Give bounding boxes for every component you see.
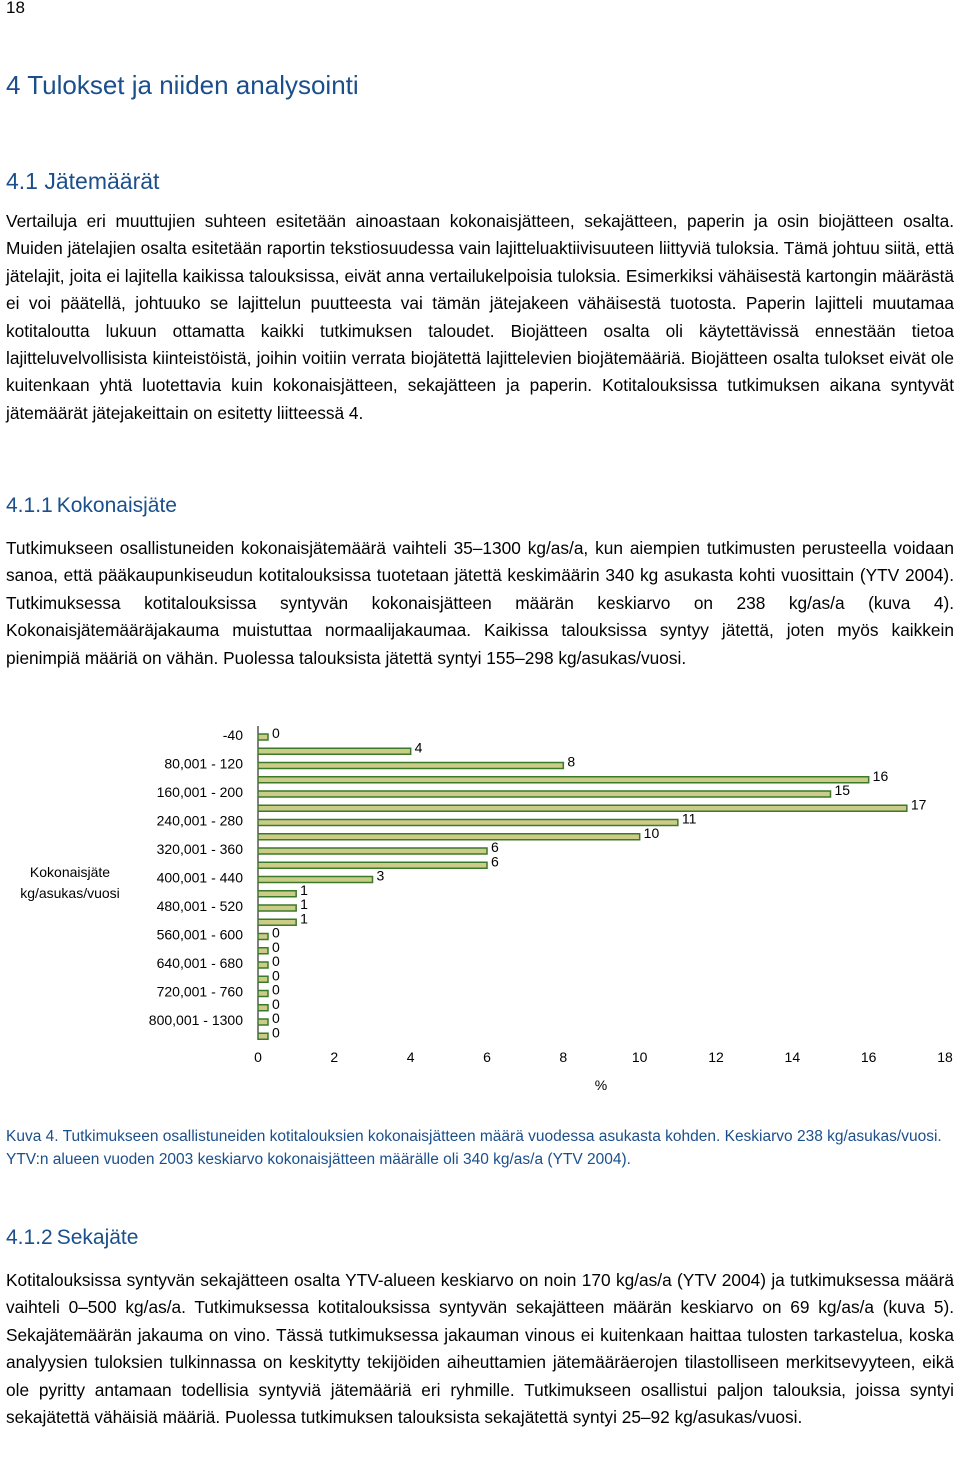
subsection-title: Sekajäte [56,1226,139,1249]
bar [258,905,296,911]
bar [258,962,268,968]
x-tick-label: 18 [937,1049,953,1065]
bar-value-label: 0 [272,1010,280,1026]
bar [258,948,268,954]
x-tick-label: 6 [483,1049,491,1065]
bar-value-label: 0 [272,938,280,955]
category-label: 80,001 - 120 [164,755,243,772]
bar-value-label: 1 [300,896,308,912]
bar-value-label: 17 [910,796,927,813]
sekajate-paragraph: Kotitalouksissa syntyvän sekajätteen osalta YTV-alueen keskiarvo on noin 170 kg/as/a (YTV 2004) ja tutkimuksessa määrä vaihteli 0–500 kg/as/a. Tutkimuksessa kotitalouksissa syntyvän sekajätteen määrän keskiarvo on 69 kg/as/a (kuva 5). Sekajätemäärän jakauma on vino. Tässä tutkimuksessa jakauman vinous ei kuitenkaan haittaa tulosten tarkastelua, koska analyysien tuloksien tulkinnassa on keskitytty tekijöiden aiheuttamien jätemääräerojen tilastolliseen merkitsevyyteen, eikä ole pyritty antamaan todellisia syntyviä jätemääriä eri ryhmille. Tutkimukseen osallistui paljon talouksia, joissa syntyi sekajätettä vähäisiä määriä. Puolessa tutkimuksen talouksista sekajätettä syntyi 25–92 kg/asukas/vuosi. [6,1270,954,1428]
subsection-number: 4.1.2 [6,1226,53,1249]
bar-value-label: 6 [491,839,499,855]
subsection-title: Kokonaisjäte [56,494,177,517]
bar [258,848,487,854]
category-label: 640,001 - 680 [156,955,243,971]
bar-value-label: 15 [834,782,851,798]
bar-value-label: 0 [272,1024,280,1041]
bar-value-label: 3 [376,867,385,884]
category-label: 400,001 - 440 [156,869,243,886]
x-tick-label: 10 [631,1049,648,1065]
bar [258,1019,268,1025]
bar [258,976,268,982]
bar [258,748,411,754]
bar [258,805,907,811]
category-label: 480,001 - 520 [156,898,243,914]
bar-value-label: 0 [272,967,280,984]
bar [258,862,487,868]
bar-value-label: 0 [272,995,280,1012]
bar [258,991,268,997]
bar-value-label: 8 [567,753,576,770]
bar [258,1033,268,1039]
x-tick-label: 14 [784,1049,801,1065]
x-tick-label: 2 [330,1049,339,1065]
category-label: -40 [222,727,243,743]
bar-value-label: 6 [491,853,499,870]
kokonaisjate-paragraph: Tutkimukseen osallistuneiden kokonaisjätemäärä vaihteli 35–1300 kg/as/a, kun aiempien tutkimusten perusteella voidaan sanoa, että pääkaupunkiseudun kotitalouksissa tuotetaan jätettä keskimäärin 340 kg asukasta kohti vuosittain (YTV 2004). Tutkimuksessa kotitalouksissa syntyvän kokonaisjätteen määrän keskiarvo on 238 kg/as/a (kuva 4). Kokonaisjätemääräjakauma muistuttaa normaalijakaumaa. Kaikissa talouksissa syntyy jätettä, joten myös kaikkein pienimpiä määriä on vähän. Puolessa talouksista jätettä syntyi 155–298 kg/asukas/vuosi. [6,538,954,668]
x-tick-label: 8 [559,1049,568,1065]
category-label: 160,001 - 200 [156,784,243,800]
bar [258,934,268,940]
bar-value-label: 0 [272,953,280,969]
category-label: 560,001 - 600 [156,926,243,943]
category-label: 720,001 - 760 [156,983,243,1000]
category-label: 800,001 - 1300 [148,1012,243,1028]
bar [258,777,869,783]
subsection-heading-sekajate [6,1226,138,1250]
waste-distribution-chart [0,720,960,1118]
bar-value-label: 16 [872,767,889,784]
subsection-number: 4.1.1 [6,494,53,517]
page-number: 18 [6,0,25,17]
category-label: 320,001 - 360 [156,841,243,857]
x-tick-label: 0 [254,1049,262,1065]
x-tick-label: 4 [406,1049,415,1065]
y-axis-title: Kokonaisjäte [29,864,111,880]
bar [258,1005,268,1011]
category-label: 240,001 - 280 [156,812,243,829]
x-axis-title: % [594,1077,608,1093]
subsection-heading-kokonaisjate [6,494,177,518]
bar-value-label: 0 [272,924,280,941]
x-tick-label: 12 [708,1049,724,1065]
bar-value-label: 10 [643,824,660,841]
section-heading: 4.1 Jätemäärät [6,168,160,194]
bar [258,877,373,883]
bar-value-label: 11 [681,810,697,827]
bar [258,891,296,897]
bar [258,834,640,840]
chapter-heading: 4 Tulokset ja niiden analysointi [6,70,359,100]
bar-value-label: 1 [300,910,308,927]
bar-value-label: 4 [414,739,423,756]
bar [258,734,268,740]
bar-value-label: 1 [300,881,308,898]
figure-caption: Kuva 4. Tutkimukseen osallistuneiden kotitalouksien kokonaisjätteen määrä vuodessa asukasta kohden. Keskiarvo 238 kg/asukas/vuosi. YTV:n alueen vuoden 2003 keskiarvo kokonaisjätteen määrälle oli 340 kg/as/a (YTV 2004). [6,1128,942,1168]
intro-paragraph: Vertailuja eri muuttujien suhteen esitetään ainoastaan kokonaisjätteen, sekajätteen, paperin ja osin biojätteen osalta. Muiden jätelajien osalta esitetään raportin tekstiosuudessa vain lajitteluaktiivisuuteen liittyviä tuloksia. Tämä johtuu siitä, että jätelajit, joita ei lajitella kaikissa talouksissa, eivät anna vertailukelpoisia tuloksia. Esimerkiksi vähäisestä kartongin määrästä ei voi päätellä, johtuuko se lajittelun puutteesta vai tämän jätejakeen vähäisestä tuotosta. Paperin lajitteli muutamaa kotitaloutta lukuun ottamatta kaikki tutkimuksen taloudet. Biojätteen osalta oli käytettävissä ennestään tietoa lajitteluvelvollisista kiinteistöistä, joihin voitiin verrata biojätettä lajittelevien biojätemääriä. Biojätteen osalta tulokset eivät ole kuitenkaan yhtä luotettavia kuin kokonaisjätteen, sekajätteen ja paperin. Kotitalouksissa tutkimuksen aikana syntyvät jätemäärät jätejakeittain on esitetty liitteessä 4. [6,211,954,423]
bar-value-label: 0 [272,981,280,998]
bar-value-label: 0 [272,725,280,741]
bar [258,820,678,826]
x-tick-label: 16 [860,1049,877,1065]
bar [258,791,831,797]
y-axis-title: kg/asukas/vuosi [20,885,120,901]
bar [258,763,563,769]
